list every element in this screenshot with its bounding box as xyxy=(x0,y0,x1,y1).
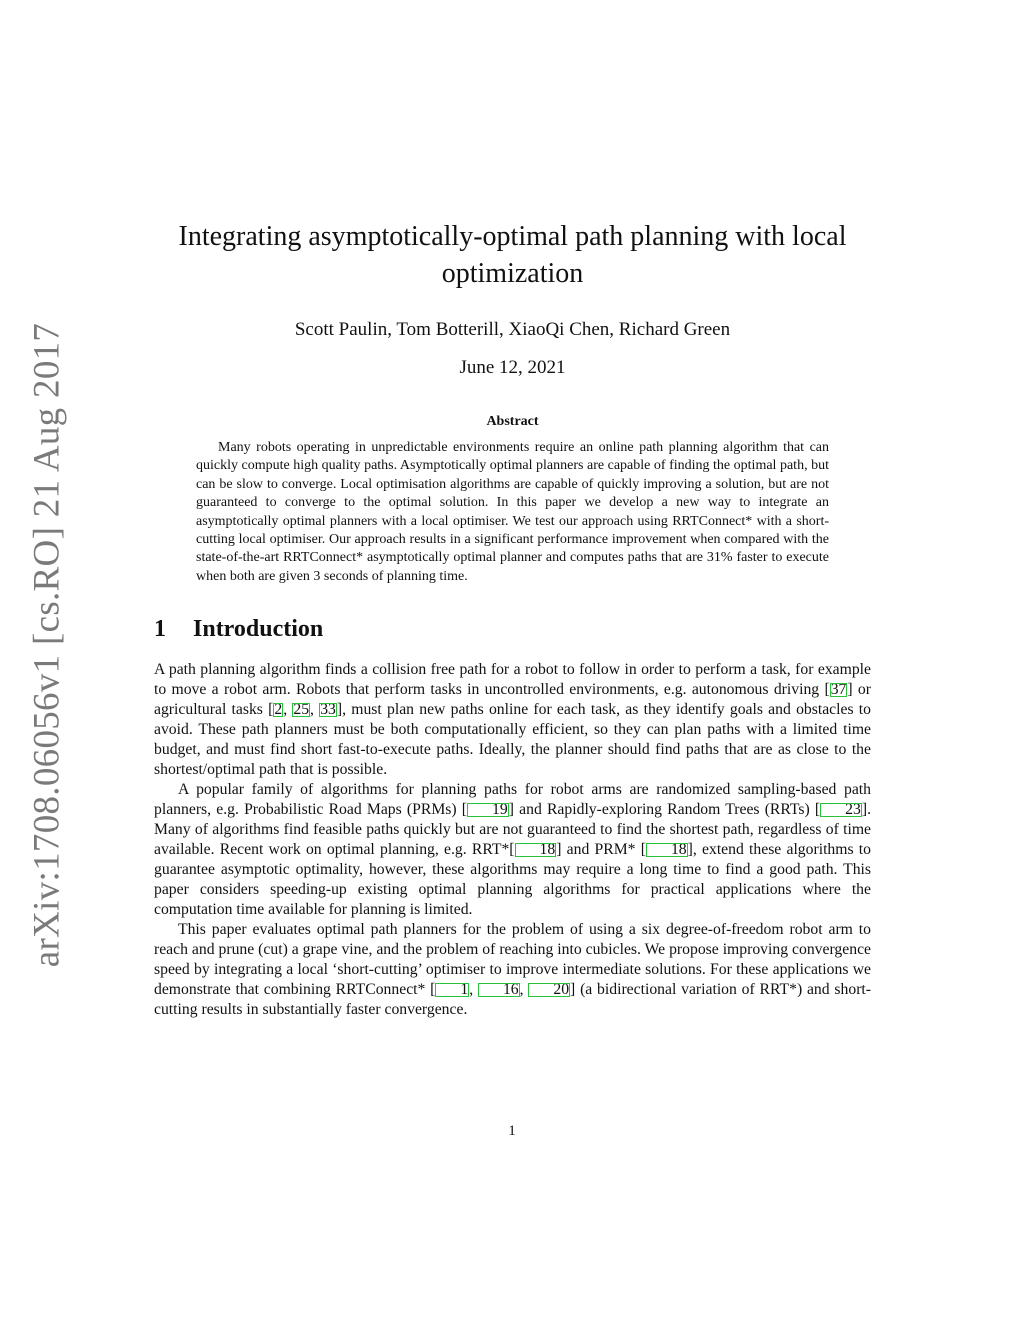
section-title: Introduction xyxy=(193,616,324,643)
section-number: 1 xyxy=(154,616,166,643)
paragraph-text: or agricultural tasks [ xyxy=(154,681,871,719)
citation-link[interactable]: 20 xyxy=(528,983,570,997)
paragraph-text: A path planning algorithm finds a collision free path for a robot to follow in order to perform a task, for example to move a robot arm. Robots that perform tasks in uncontrolled environments, e.g. autonomous driving xyxy=(154,661,871,699)
paper-date: June 12, 2021 xyxy=(459,357,566,378)
citation-link[interactable]: 37 xyxy=(830,681,847,699)
intro-paragraph-2: A popular family of algorithms for planning paths for robot arms are randomized sampling-based path planners, e.g. Probabilistic Road Maps (PRMs) [ 19] and Rapidly-exploring Random Trees (RRTs) [ 23]. Many of algorithms find feasible paths quickly but are not guaranteed to find the shortest path, regardless of time available. Recent work on optimal planning, e.g. RRT*[ 18] and PRM* [ 18], extend these algorithms to guarantee asymptotic optimality, however, these algorithms may require a long time to find a good path. This paper considers speeding-up existing optimal planning algorithms for practical applications where the computation time available for planning is limited. xyxy=(154,781,871,919)
citation-link[interactable]: 25 xyxy=(293,701,310,719)
page-number: 1 xyxy=(508,1123,516,1139)
paragraph-text: and Rapidly-exploring Random Trees (RRTs) xyxy=(513,801,815,819)
citation-link[interactable]: 2 xyxy=(274,701,283,719)
section-body xyxy=(154,660,871,1020)
paragraph-text: and PRM* xyxy=(561,841,641,859)
paper-title: Integrating asymptotically-optimal path planning with local optimization xyxy=(178,221,847,289)
paper-authors: Scott Paulin, Tom Botterill, XiaoQi Chen, Richard Green xyxy=(294,319,731,340)
intro-paragraph-3: This paper evaluates optimal path planners for the problem of using a six degree-of-freedom robot arm to reach and prune (cut) a grape vine, and the problem of reaching into cubicles. We propose improving convergence speed by integrating a local ‘short-cutting’ optimiser to improve intermediate solutions. For these applications we demonstrate that combining RRTConnect* [ 1, 16, 20] (a bidirectional variation of RRT*) and short-cutting results in substantially faster convergence. xyxy=(154,921,871,1019)
citation-link[interactable]: 19 xyxy=(467,803,509,817)
citation-link[interactable]: 1 xyxy=(435,983,469,997)
paragraph-text: ], must plan new paths online for each task, as they identify goals and obstacles to avoid. These path planners must be both computationally efficient, so they can plan paths with a limited time budget, and must find short fast-to-execute paths. Ideally, the planner should find paths that are as close to the shortest/optimal path that is possible. xyxy=(154,701,872,779)
abstract-heading: Abstract xyxy=(486,414,539,429)
paragraph-text: ] (a bidirectional variation of RRT*) and short-cutting results in substantially faster convergence. xyxy=(154,981,871,1019)
paragraph-text: . Many of algorithms find feasible paths quickly but are not guaranteed to find the shortest path, regardless of time available. Recent work on optimal planning, e.g. RRT* xyxy=(154,801,871,859)
citation-link[interactable]: 18 xyxy=(646,843,688,857)
citation-link[interactable]: 18 xyxy=(515,843,557,857)
arxiv-identifier: arXiv:1708.06056v1 [cs.RO] 21 Aug 2017 xyxy=(26,322,68,968)
citation-link[interactable]: 16 xyxy=(478,983,520,997)
paragraph-text: , extend these algorithms to guarantee asymptotic optimality, however, these algorithms may require a long time to find a good path. This paper considers speeding-up existing optimal planning algorithms for practical applications where the computation time available for planning is limited. xyxy=(154,841,871,919)
section-heading xyxy=(154,616,871,643)
paragraph-text: A popular family of algorithms for planning paths for robot arms are randomized sampling-based path planners, e.g. Probabilistic Road Maps (PRMs) xyxy=(154,781,871,819)
citation-link[interactable]: 23 xyxy=(820,803,862,817)
abstract-text: Many robots operating in unpredictable environments require an online path planning algorithm that can quickly compute high quality paths. Asymptotically optimal planners are capable of finding the optimal path, but can be slow to converge. Local optimisation algorithms are capable of quickly improving a solution, but are not guaranteed to converge to the optimal solution. In this paper we develop a new way to integrate an asymptotically optimal planners with a local optimiser. We test our approach using RRTConnect* with a short-cutting local optimiser. Our approach results in a significant performance improvement when compared with the state-of-the-art RRTConnect* asymptotically optimal planner and computes paths that are 31% faster to execute when both are given 3 seconds of planning time. xyxy=(196,440,829,584)
paper-page xyxy=(154,0,871,1020)
paragraph-text: This paper evaluates optimal path planners for the problem of using a six degree-of-freedom robot arm to reach and prune (cut) a grape vine, and the problem of reaching into cubicles. We propose improving convergence speed by integrating a local ‘short-cutting’ optimiser to improve intermediate solutions. For these applications we demonstrate that combining RRTConnect* [ xyxy=(154,921,871,999)
intro-paragraph-1: A path planning algorithm finds a collision free path for a robot to follow in order to perform a task, for example to move a robot arm. Robots that perform tasks in uncontrolled environments, e.g. autonomous driving [37] or agricultural tasks [2, 25, 33], must plan new paths online for each task, as they identify goals and obstacles to avoid. These path planners must be both computationally efficient, so they can plan paths with a limited time budget, and must find short fast-to-execute paths. Ideally, the planner should find paths that are as close to the shortest/optimal path that is possible. xyxy=(154,661,872,779)
citation-link[interactable]: 33 xyxy=(320,701,336,719)
